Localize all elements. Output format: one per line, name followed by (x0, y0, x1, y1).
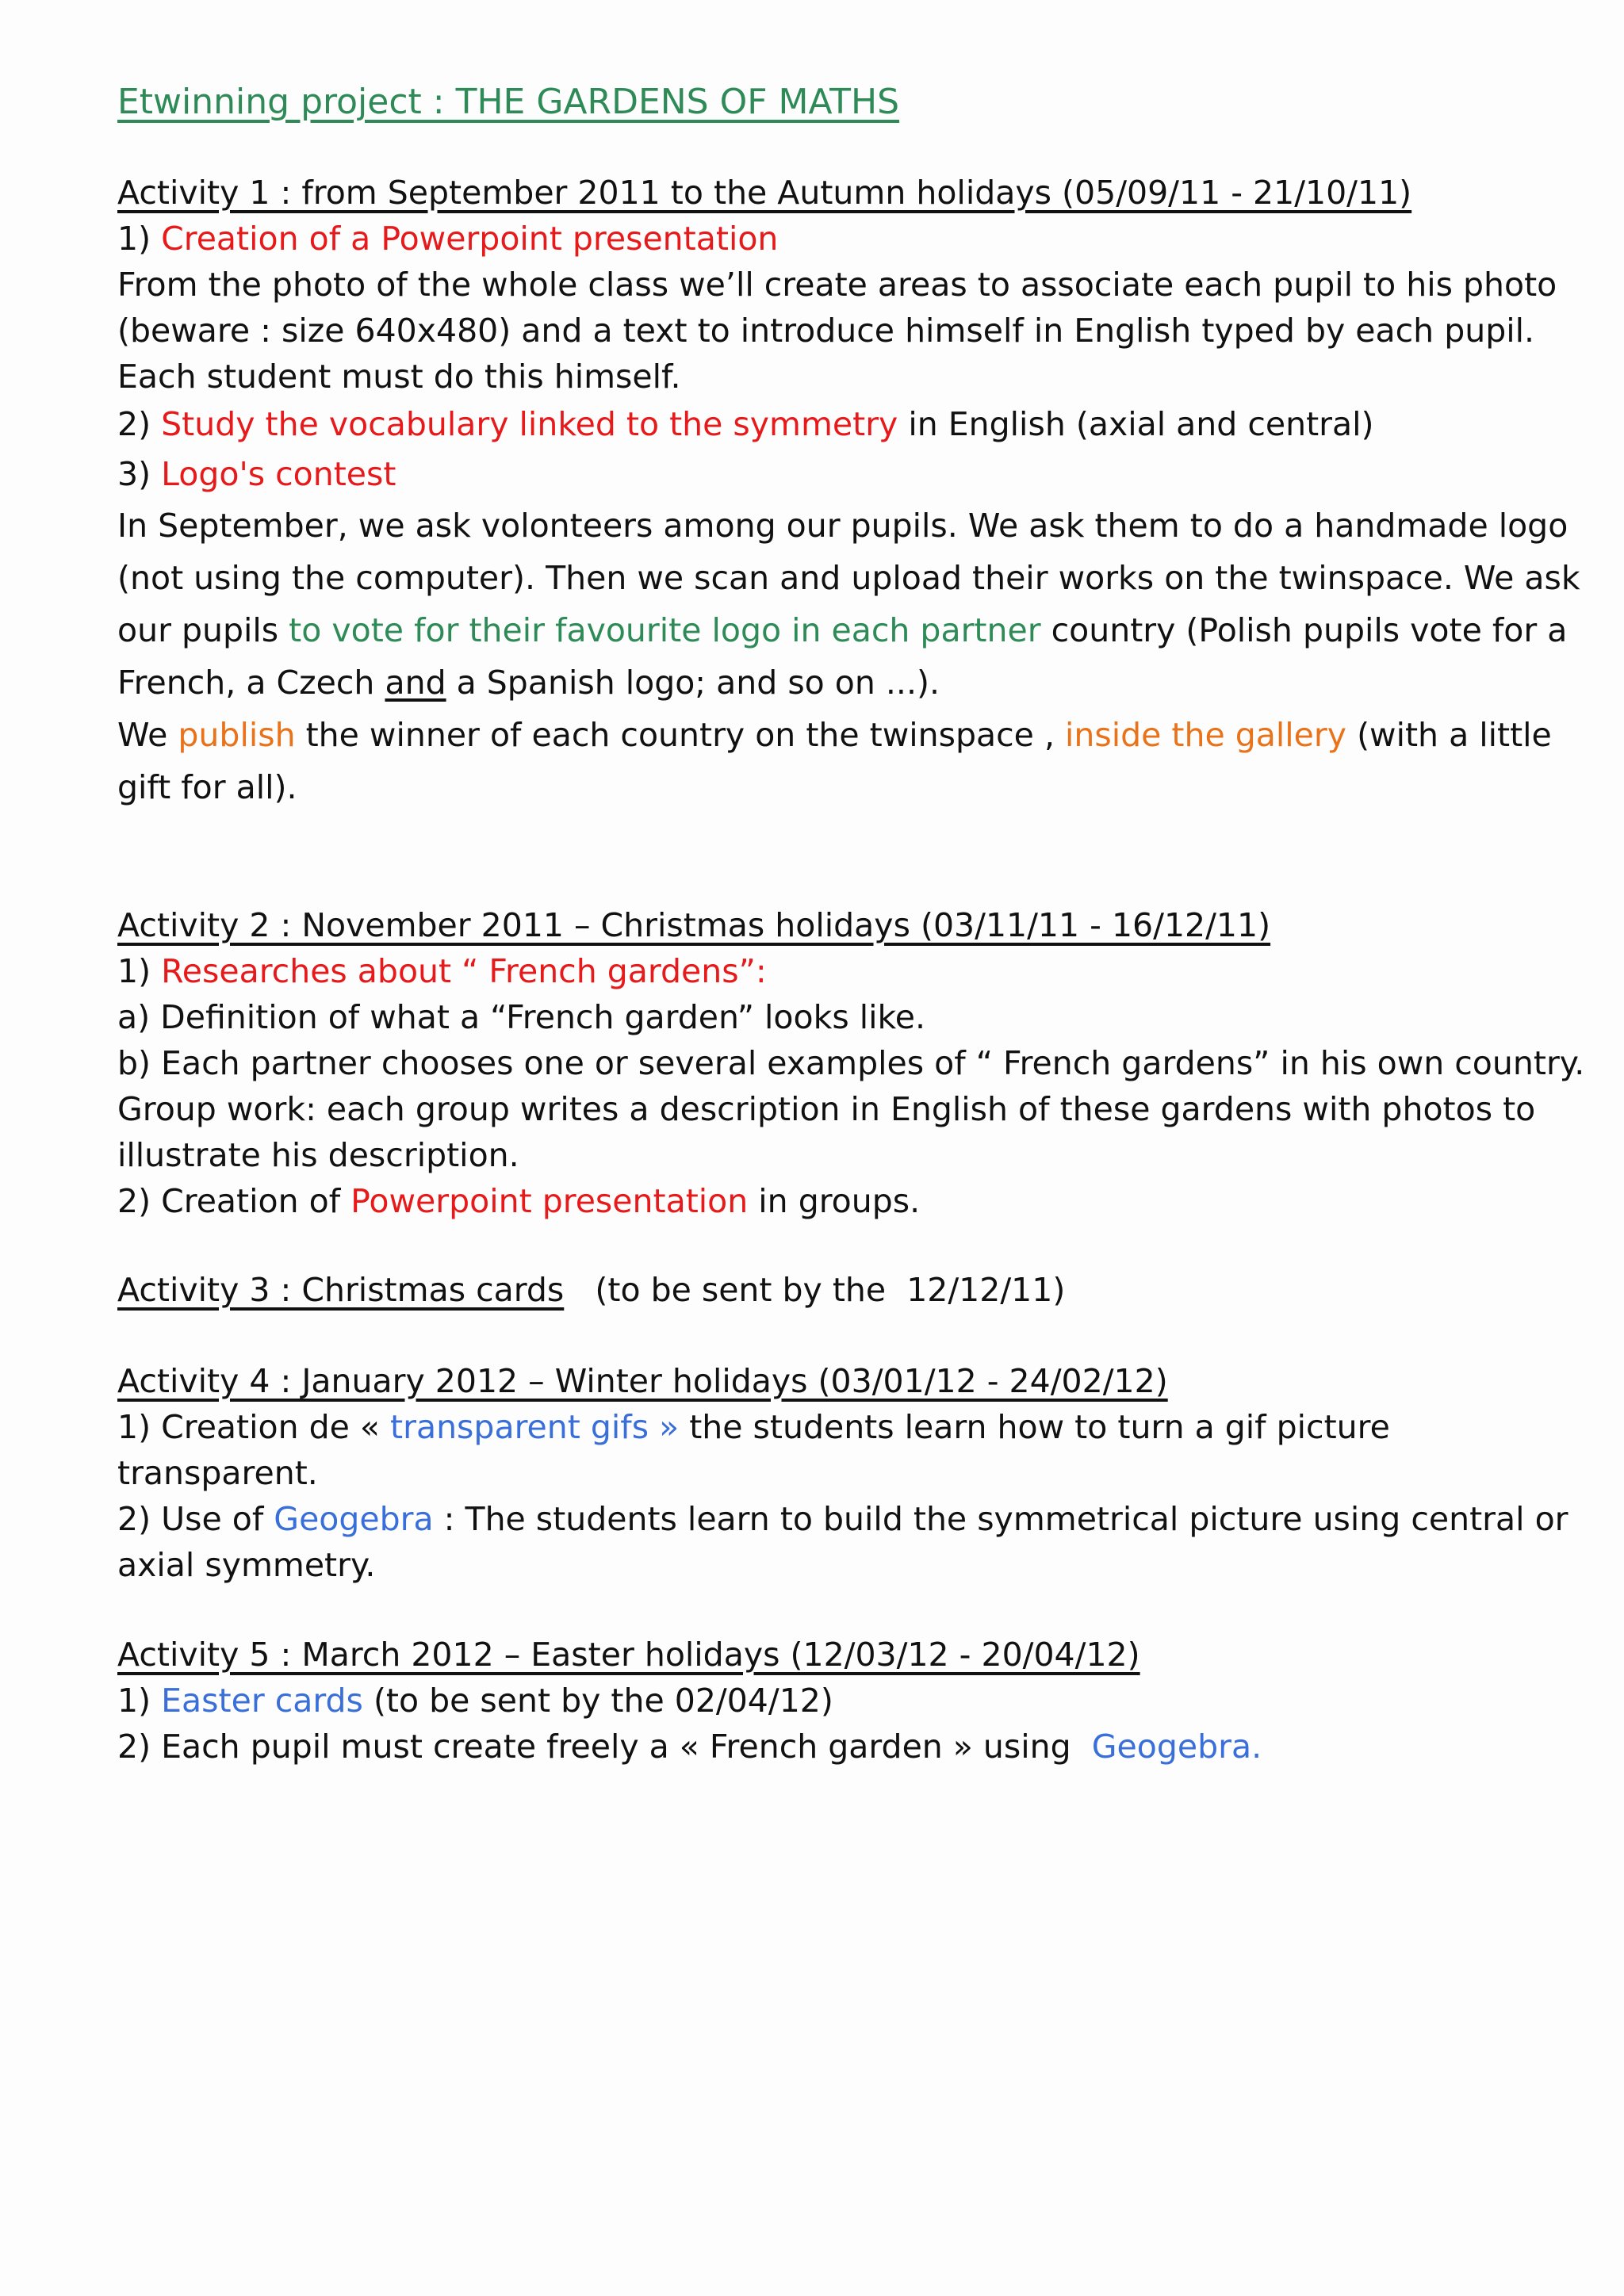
paragraph-line: French, a Czech and a Spanish logo; and so on ...). (117, 664, 940, 702)
activity-3-section (117, 1267, 1513, 1313)
logo-contest-label: Logo's contest (161, 455, 396, 493)
activity-1-section (117, 170, 1580, 813)
underlined-and: and (385, 664, 446, 702)
paragraph-line: (not using the computer). Then we scan and upload their works on the twinspace. We ask (117, 559, 1580, 597)
vocabulary-label: Study the vocabulary linked to the symmetry (161, 405, 898, 443)
powerpoint-groups-label: Powerpoint presentation (350, 1182, 749, 1220)
activity-1-item-3: 3) Logo's contest (117, 455, 396, 493)
activity-4-item-2: 2) Use of Geogebra : The students learn to build the symmetrical picture using central or (117, 1500, 1568, 1538)
activity-3-note: (to be sent by the 12/12/11) (564, 1271, 1066, 1309)
activity-3-line (117, 1267, 1513, 1313)
activity-4-heading: Activity 4 : January 2012 – Winter holidays (03/01/12 - 24/02/12) (117, 1362, 1168, 1400)
activity-5-item-2: 2) Each pupil must create freely a « French garden » using Geogebra. (117, 1728, 1262, 1766)
activity-2-item-1: 1) Researches about “ French gardens”: (117, 952, 767, 990)
activity-2-line: b) Each partner chooses one or several examples of “ French gardens” in his own country. (117, 1044, 1585, 1082)
easter-cards-label: Easter cards (161, 1682, 363, 1720)
activity-4-item-1: 1) Creation de « transparent gifs » the students learn how to turn a gif picture (117, 1408, 1390, 1446)
activity-2-heading: Activity 2 : November 2011 – Christmas holidays (03/11/11 - 16/12/11) (117, 906, 1271, 944)
activity-3-heading: Activity 3 : Christmas cards (117, 1271, 565, 1309)
powerpoint-creation-label: Creation of a Powerpoint presentation (161, 220, 779, 258)
activity-5-heading: Activity 5 : March 2012 – Easter holidays (12/03/12 - 20/04/12) (117, 1636, 1140, 1674)
activity-2-item-2: 2) Creation of Powerpoint presentation in groups. (117, 1182, 921, 1220)
gallery-label: inside the gallery (1065, 716, 1347, 754)
geogebra-label: Geogebra (274, 1500, 434, 1538)
paragraph-line: In September, we ask volonteers among our pupils. We ask them to do a handmade logo (117, 507, 1568, 545)
activity-1-item-1-line: From the photo of the whole class we’ll create areas to associate each pupil to his photo (117, 266, 1557, 304)
paragraph-line: our pupils to vote for their favourite logo in each partner country (Polish pupils vote for a (117, 611, 1568, 649)
activity-4-section (117, 1358, 1568, 1588)
activity-4-line: axial symmetry. (117, 1546, 376, 1584)
activity-2-line: illustrate his description. (117, 1136, 519, 1174)
activity-5-section (117, 1632, 1513, 1770)
publish-label: publish (178, 716, 296, 754)
paragraph-line: gift for all). (117, 768, 297, 806)
activity-2-section (117, 902, 1585, 1224)
activity-5-item-1: 1) Easter cards (to be sent by the 02/04/12) (117, 1682, 833, 1720)
vote-label: to vote for their favourite logo in each partner (289, 611, 1041, 649)
activity-1-item-1: 1) Creation of a Powerpoint presentation (117, 220, 779, 258)
paragraph-line: We publish the winner of each country on the twinspace , inside the gallery (with a little (117, 716, 1552, 754)
activity-1-item-1-line: Each student must do this himself. (117, 358, 681, 396)
activity-1-item-2: 2) Study the vocabulary linked to the symmetry in English (axial and central) (117, 405, 1374, 443)
document-title: Etwinning project : THE GARDENS OF MATHS (117, 82, 900, 122)
activity-4-line: transparent. (117, 1454, 318, 1492)
activity-2-line: Group work: each group writes a description in English of these gardens with photos to (117, 1090, 1536, 1128)
researches-label: Researches about “ French gardens”: (161, 952, 767, 990)
transparent-gifs-label: transparent gifs » (390, 1408, 680, 1446)
activity-2-line: a) Definition of what a “French garden” looks like. (117, 998, 926, 1036)
activity-1-item-1-line: (beware : size 640x480) and a text to introduce himself in English typed by each pupil. (117, 312, 1535, 350)
geogebra-link-label: Geogebra. (1091, 1728, 1262, 1766)
activity-1-heading: Activity 1 : from September 2011 to the Autumn holidays (05/09/11 - 21/10/11) (117, 174, 1412, 212)
